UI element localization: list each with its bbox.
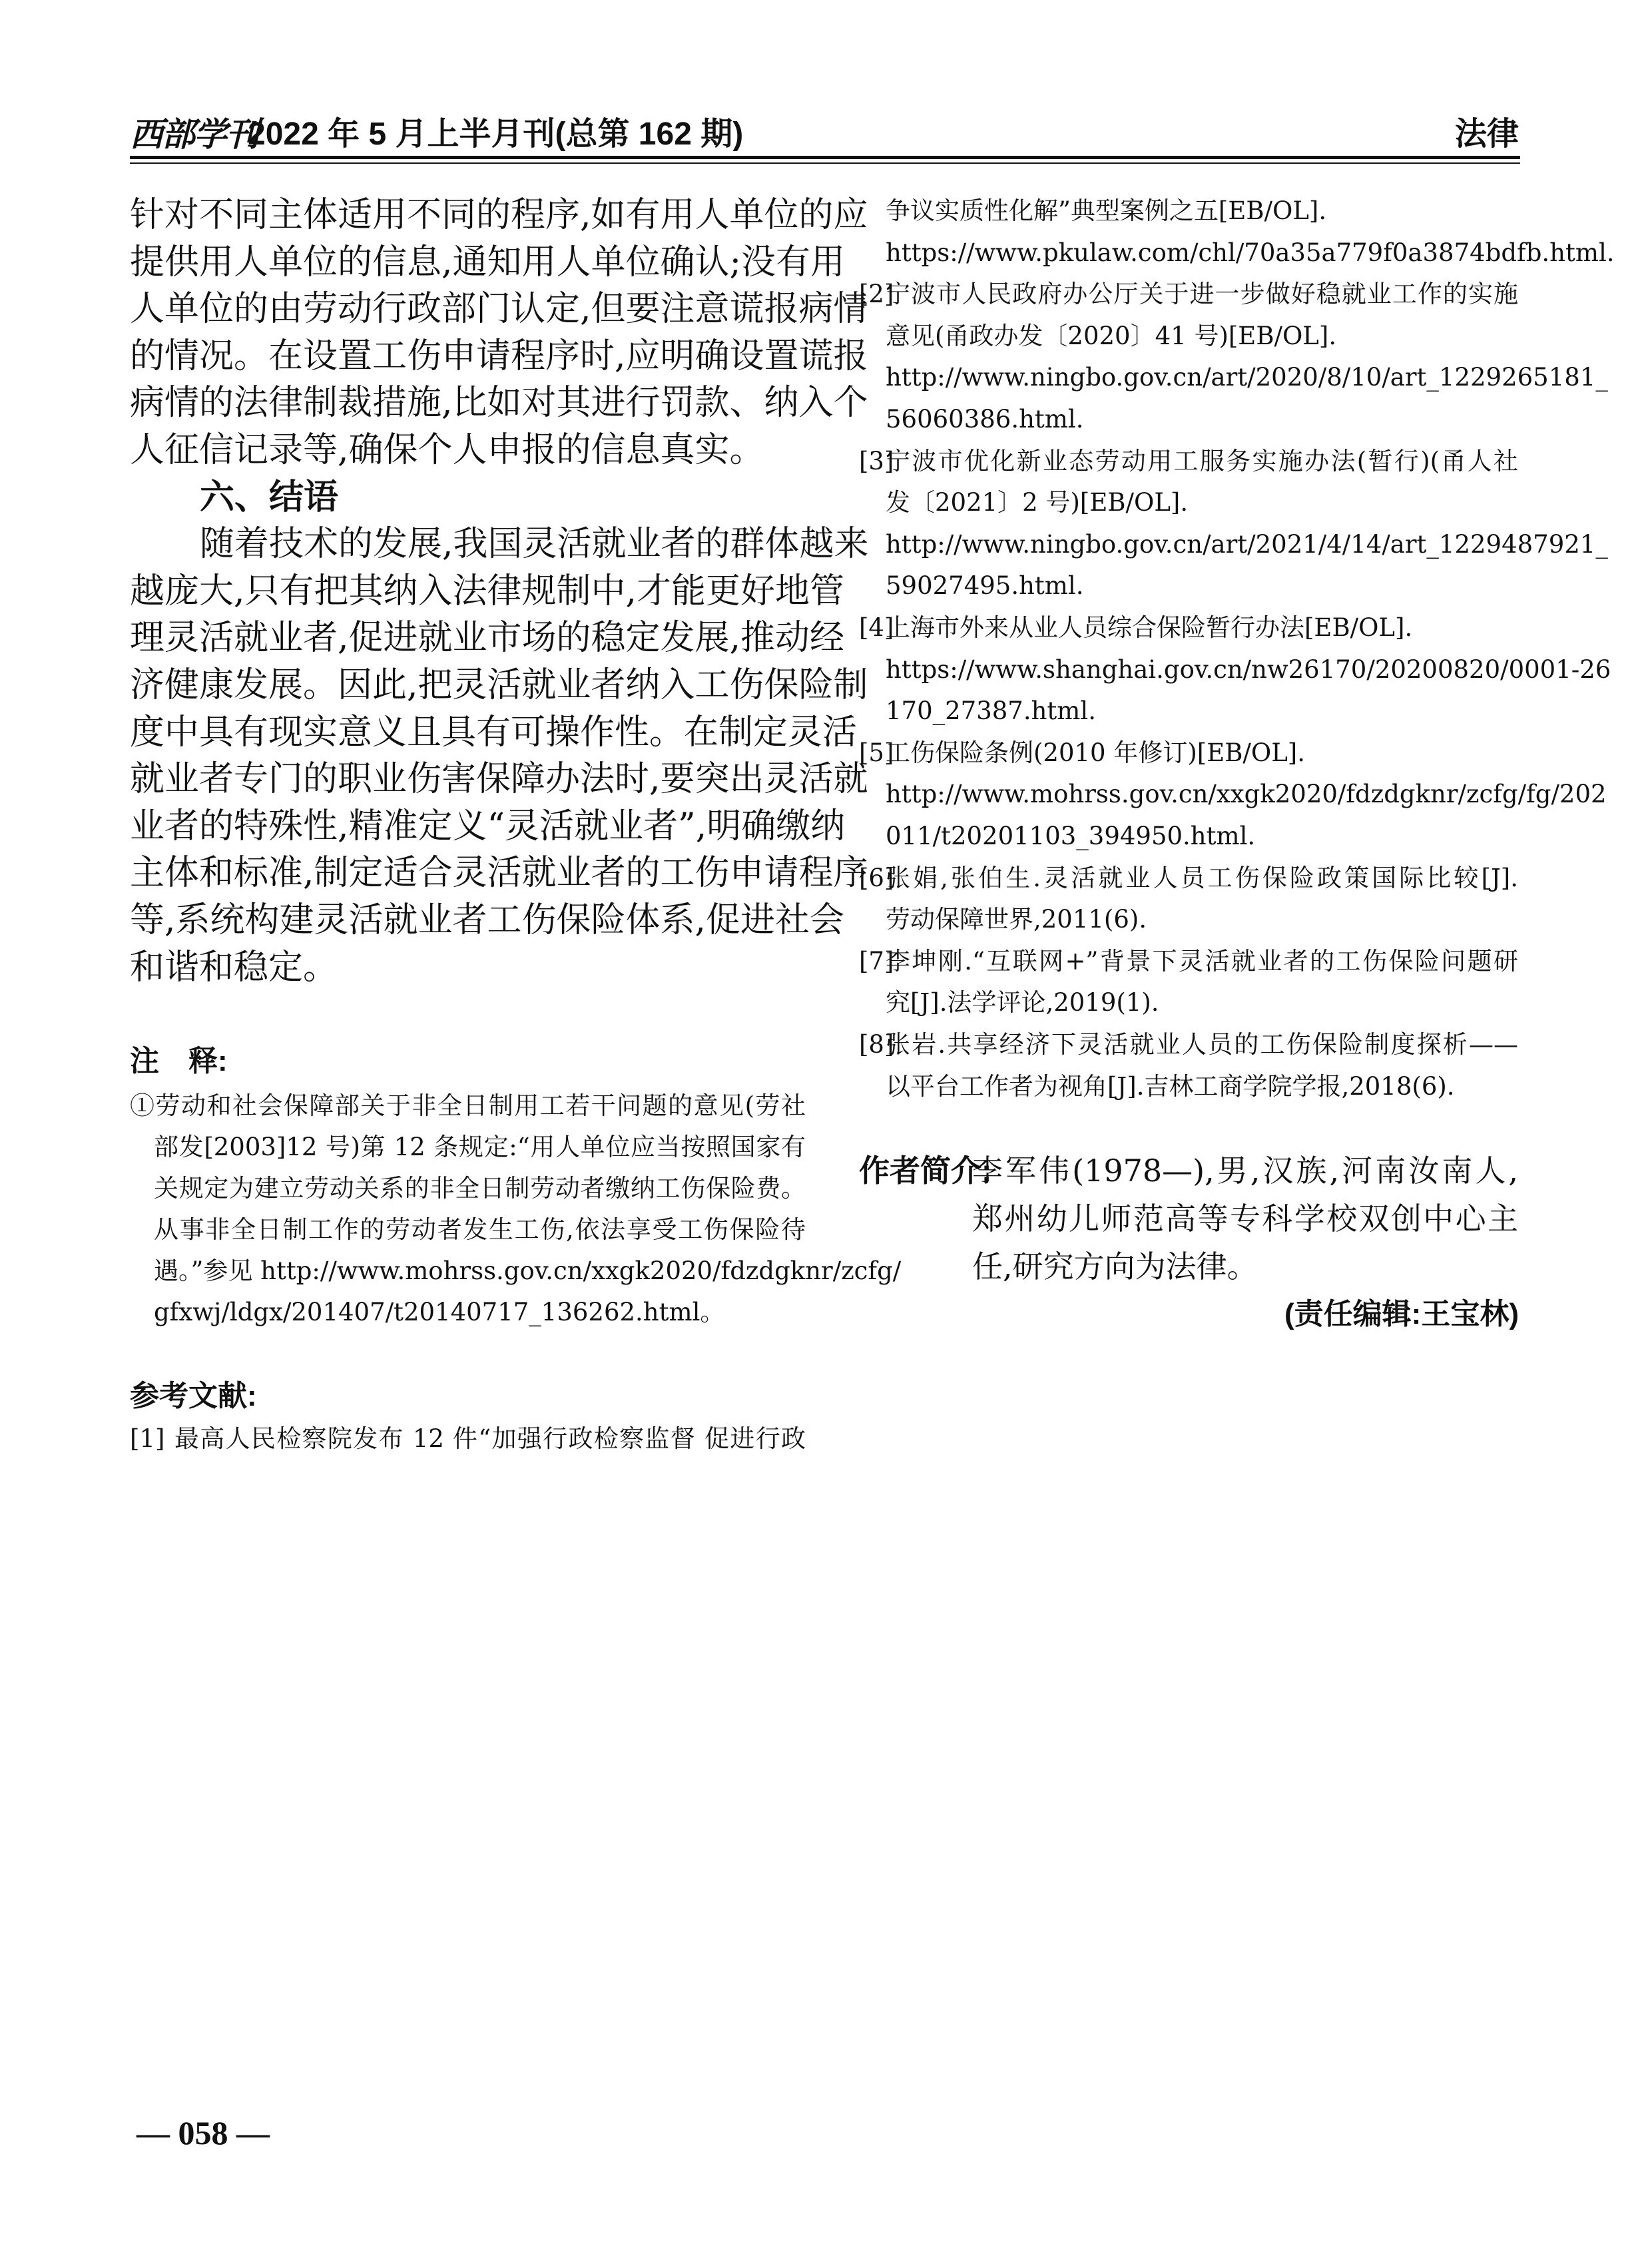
journal-logo: 西部学刊 xyxy=(130,115,258,154)
editor-credit: (责任编辑:王宝林) xyxy=(1284,1298,1519,1330)
reference-line: 011/t20201103_394950.html. xyxy=(886,822,1256,850)
reference-number: [8] xyxy=(859,1030,894,1059)
reference-line: 宁波市优化新业态劳动用工服务实施办法(暂行)(甬人社 xyxy=(886,446,1518,475)
reference-line: http://www.mohrss.gov.cn/xxgk2020/fdzdgknr/zcfg/fg/202 xyxy=(886,780,1607,809)
footnote-line: 从事非全日制工作的劳动者发生工伤,依法享受工伤保险待 xyxy=(154,1215,806,1244)
reference-line: 上海市外来从业人员综合保险暂行办法[EB/OL]. xyxy=(886,613,1413,642)
reference-line: https://www.pkulaw.com/chl/70a35a779f0a3874bdfb.html. xyxy=(886,238,1615,267)
page-number: — 058 — xyxy=(137,2114,270,2151)
footnote-line: ①劳动和社会保障部关于非全日制用工若干问题的意见(劳社 xyxy=(130,1091,806,1120)
reference-line: 张娟,张伯生.灵活就业人员工伤保险政策国际比较[J]. xyxy=(886,863,1518,892)
reference-line: http://www.ningbo.gov.cn/art/2020/8/10/art_1229265181_ xyxy=(886,363,1608,392)
body-line: 人单位的由劳动行政部门认定,但要注意谎报病情 xyxy=(130,289,868,330)
footnote-line: 部发[2003]12 号)第 12 条规定:“用人单位应当按照国家有 xyxy=(154,1133,806,1161)
section-label: 法律 xyxy=(1454,117,1519,152)
body-line: 主体和标准,制定适合灵活就业者的工伤申请程序 xyxy=(130,853,868,894)
reference-line: 争议实质性化解”典型案例之五[EB/OL]. xyxy=(886,196,1327,225)
reference-line: 李坤刚.“互联网+”背景下灵活就业者的工伤保险问题研 xyxy=(886,946,1518,976)
body-line: 济健康发展。因此,把灵活就业者纳入工伤保险制 xyxy=(130,665,868,705)
section-heading: 六、结语 xyxy=(200,477,339,517)
body-line: 人征信记录等,确保个人申报的信息真实。 xyxy=(130,430,764,470)
author-bio-line: 李军伟(1978—),男,汉族,河南汝南人, xyxy=(972,1153,1518,1189)
body-line: 度中具有现实意义且具有可操作性。在制定灵活 xyxy=(130,712,858,752)
author-bio-line: 任,研究方向为法律。 xyxy=(972,1249,1258,1284)
reference-line: 56060386.html. xyxy=(886,405,1084,433)
body-line: 针对不同主体适用不同的程序,如有用人单位的应 xyxy=(130,195,868,235)
body-line: 等,系统构建灵活就业者工伤保险体系,促进社会 xyxy=(130,900,845,940)
reference-line: 意见(甬政办发〔2020〕41 号)[EB/OL]. xyxy=(886,321,1337,350)
body-line: 越庞大,只有把其纳入法律规制中,才能更好地管 xyxy=(130,571,845,611)
references-heading: 参考文献: xyxy=(130,1380,257,1412)
body-line: 的情况。在设置工伤申请程序时,应明确设置谎报 xyxy=(130,336,868,376)
header-rule-thick xyxy=(130,156,1520,159)
author-bio-line: 郑州幼儿师范高等专科学校双创中心主 xyxy=(972,1201,1518,1237)
reference-line: 张岩.共享经济下灵活就业人员的工伤保险制度探析—— xyxy=(886,1030,1518,1059)
reference-line: 工伤保险条例(2010 年修订)[EB/OL]. xyxy=(886,738,1305,767)
reference-line: 170_27387.html. xyxy=(886,697,1096,726)
reference-line: 究[J].法学评论,2019(1). xyxy=(886,988,1159,1017)
body-line: 提供用人单位的信息,通知用人单位确认;没有用 xyxy=(130,242,846,282)
body-line: 病情的法律制裁措施,比如对其进行罚款、纳入个 xyxy=(130,383,868,423)
body-line: 理灵活就业者,促进就业市场的稳定发展,推动经 xyxy=(130,618,845,659)
reference-number: [1] xyxy=(130,1424,165,1453)
reference-number: [2] xyxy=(859,280,894,309)
footnote-line: 遇。”参见 http://www.mohrss.gov.cn/xxgk2020/fdzdgknr/zcfg/ xyxy=(154,1257,902,1285)
reference-number: [3] xyxy=(859,446,894,475)
body-line: 随着技术的发展,我国灵活就业者的群体越来 xyxy=(200,524,869,565)
reference-number: [4] xyxy=(859,613,894,642)
reference-number: [7] xyxy=(859,946,894,976)
author-label: 作者简介: xyxy=(859,1153,992,1188)
footnote-line: 关规定为建立劳动关系的非全日制劳动者缴纳工伤保险费。 xyxy=(154,1174,806,1203)
reference-line: http://www.ningbo.gov.cn/art/2021/4/14/art_1229487921_ xyxy=(886,529,1608,559)
body-line: 业者的特殊性,精准定义“灵活就业者”,明确缴纳 xyxy=(130,806,846,846)
header-rule-thin xyxy=(130,162,1520,164)
reference-line: 宁波市人民政府办公厅关于进一步做好稳就业工作的实施 xyxy=(886,280,1518,309)
reference-line: 发〔2021〕2 号)[EB/OL]. xyxy=(886,488,1189,517)
issue-info: 2022 年 5 月上半月刊(总第 162 期) xyxy=(248,117,744,152)
notes-heading: 注 释: xyxy=(130,1045,228,1077)
reference-number: [5] xyxy=(859,738,894,767)
reference-line: https://www.shanghai.gov.cn/nw26170/20200820/0001-26 xyxy=(886,655,1611,684)
body-line: 就业者专门的职业伤害保障办法时,要突出灵活就 xyxy=(130,759,868,800)
reference-line: 59027495.html. xyxy=(886,571,1084,601)
reference-number: [6] xyxy=(859,863,894,892)
reference-line: 以平台工作者为视角[J].吉林工商学院学报,2018(6). xyxy=(886,1071,1455,1101)
reference-line: 劳动保障世界,2011(6). xyxy=(886,905,1147,934)
reference-line: 最高人民检察院发布 12 件“加强行政检察监督 促进行政 xyxy=(174,1424,806,1453)
body-line: 和谐和稳定。 xyxy=(130,947,338,987)
footnote-line: gfxwj/ldgx/201407/t20140717_136262.html。 xyxy=(154,1298,725,1326)
